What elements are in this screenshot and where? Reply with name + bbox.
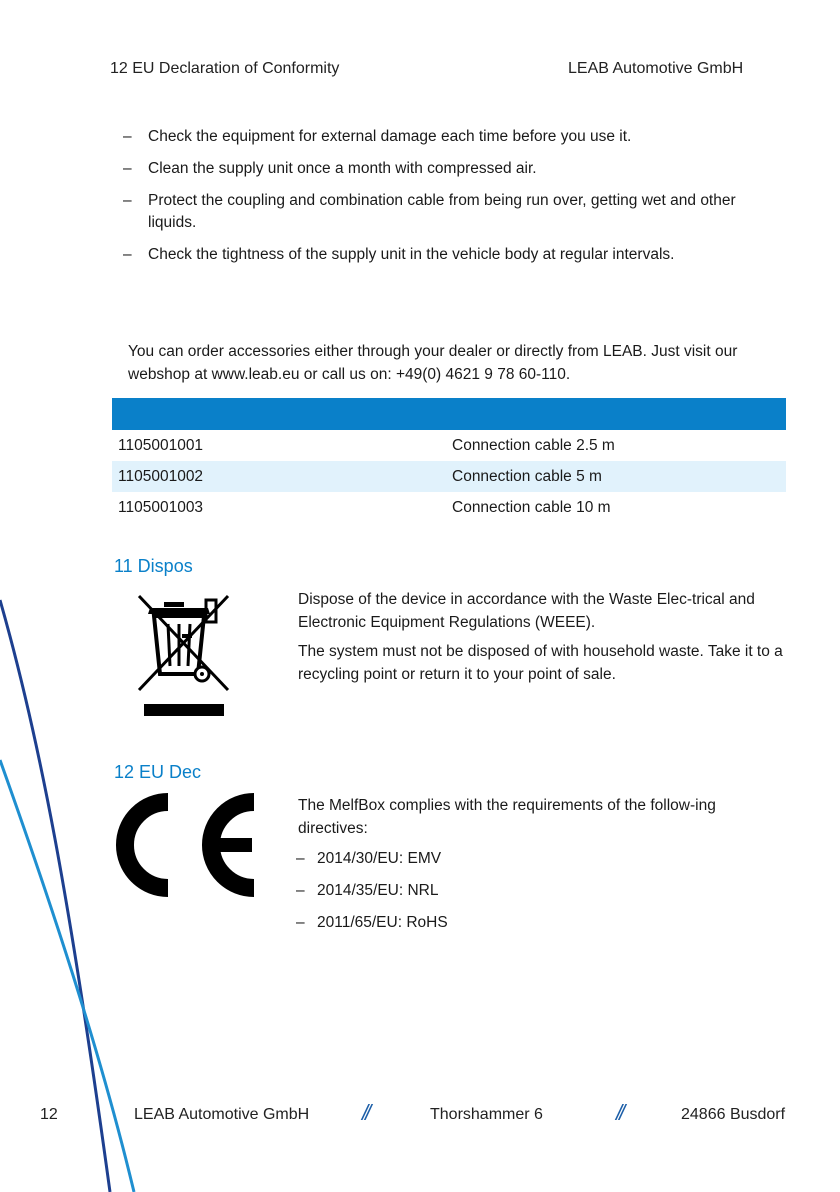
maintenance-list	[118, 126, 788, 276]
item-description: Connection cable 5 m	[452, 467, 602, 485]
declaration-heading: 12 EU Dec	[114, 762, 202, 782]
list-item: – 2014/35/EU: NRL	[296, 882, 439, 899]
decor-line-dark	[0, 600, 110, 1192]
item-description: Connection cable 2.5 m	[452, 436, 615, 454]
footer-separator: //	[616, 1100, 623, 1125]
header-company: LEAB Automotive GmbH	[568, 60, 744, 77]
list-item: – Clean the supply unit once a month with compressed air.	[123, 160, 537, 177]
weee-crossed-bin-icon	[136, 590, 232, 720]
list-item: – 2014/30/EU: EMV	[296, 850, 442, 867]
table-header-row	[112, 398, 786, 430]
declaration-intro: The MelfBox complies with the requirements of the follow-ing directives:	[298, 797, 716, 837]
page-number: 12	[40, 1106, 58, 1123]
footer-city: 24866 Busdorf	[681, 1106, 786, 1123]
disposal-heading: 11 Dispos	[114, 556, 193, 576]
item-number: 1105001002	[118, 467, 204, 485]
item-description: Connection cable 10 m	[452, 498, 611, 516]
list-item: – Protect the coupling and combination cable from being run over, getting wet and other liquids.	[123, 192, 736, 231]
item-number: 1105001003	[118, 498, 204, 516]
footer-street: Thorshammer 6	[430, 1106, 543, 1123]
disposal-paragraph: The system must not be disposed of with household waste. Take it to a recycling point or return it to your point of sale.	[298, 643, 783, 683]
disposal-paragraph: Dispose of the device in accordance with the Waste Elec-trical and Electronic Equipment Regulations (WEEE).	[298, 591, 755, 631]
disposal-text	[298, 588, 784, 686]
list-item: – 2011/65/EU: RoHS	[296, 914, 448, 931]
footer-company: LEAB Automotive GmbH	[134, 1106, 310, 1123]
footer-separator: //	[362, 1100, 369, 1125]
item-number: 1105001001	[118, 436, 204, 454]
table-row	[112, 461, 786, 492]
list-item: – Check the tightness of the supply unit in the vehicle body at regular intervals.	[123, 246, 675, 263]
table-row	[112, 430, 786, 461]
header-section-title: 12 EU Declaration of Conformity	[110, 60, 340, 77]
directives-list	[292, 848, 448, 944]
accessories-intro: You can order accessories either through your dealer or directly from LEAB. Just visit our webshop at www.leab.eu or call us on: +49(0) 4621 9 78 60-110.	[128, 343, 738, 383]
accessories-table	[112, 398, 786, 523]
table-row	[112, 492, 786, 523]
ce-mark-icon	[112, 790, 262, 900]
list-item: – Check the equipment for external damage each time before you use it.	[123, 128, 632, 145]
